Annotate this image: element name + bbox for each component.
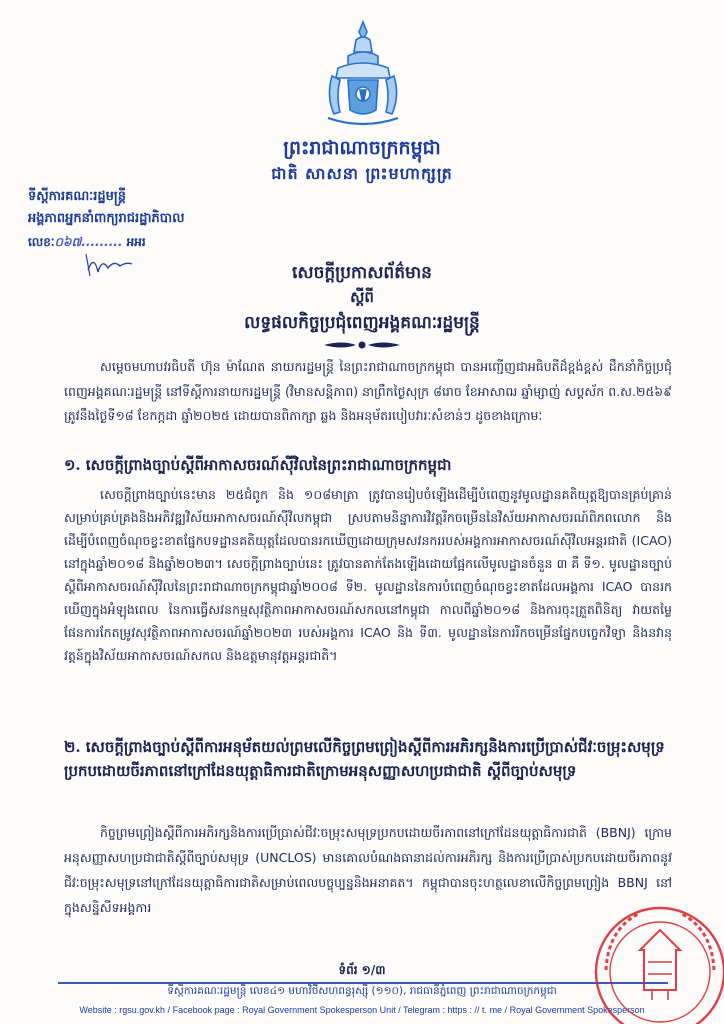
section-1-text: សេចក្តីព្រាងច្បាប់នេះមាន ២៥ជំពូក និង ១០៨មាត្រា ត្រូវបានរៀបចំឡើងដើម្បីបំពេញនូវមូលដ្ឋានគតិយុត្តឱ្យបានគ្រប់គ្រាន់សម្រាប់គ្រប់គ្រងនិងអភិវឌ្ឍវិស័យអាកាសចរណ៍ស៊ីវិលកម្ពុជា ស្របតាមនិន្នាការវិវត្តរីកចម្រើននៃវិស័យអាកាសចរណ៍ពិភពលោក និងដើម្បីបំពេញចំណុចខ្វះខាតផ្នែកបទដ្ឋានគតិយុត្តដែលបានរកឃើញដោយក្រុមសវនកររបស់អង្គការអាកាសចរណ៍ស៊ីវិលអន្តរជាតិ (ICAO) នៅក្នុងឆ្នាំ២០១៨ និងឆ្នាំ២០២៣។ សេចក្តីព្រាងច្បាប់នេះ ត្រូវបានតាក់តែងឡើងដោយផ្អែកលើមូលដ្ឋានចំនួន ៣ គឺ ទី១. មូលដ្ឋានច្បាប់ស្តីពីអាកាសចរណ៍ស៊ីវិលនៃព្រះរាជាណាចក្រកម្ពុជាឆ្នាំ២០០៨ ទី២. មូលដ្ឋាននៃការបំពេញចំណុចខ្វះខាតដែលអង្គការ ICAO បានរកឃើញក្នុងអំឡុងពេល នៃការធ្វើសវនកម្មសុវត្ថិភាពអាកាសចរណ៍សកលនៅកម្ពុជា កាលពីឆ្នាំ២០១៨ និងការចុះត្រួតពិនិត្យ វាយតម្លៃផែនការកែតម្រូវសុវត្ថិភាពអាកាសចរណ៍ឆ្នាំ២០២៣ របស់អង្គការ ICAO និង ទី៣. មូលដ្ឋាននៃការរីកចម្រើនផ្នែកបច្ចេកវិទ្យា និងនវានុវត្តន៍ក្នុងវិស័យអាកាសចរណ៍សកល និងឧត្តមានុវត្តអន្តរជាតិ។ (64, 487, 672, 663)
issuer-office-line2: អង្គភាពអ្នកនាំពាក្យរាជរដ្ឋាភិបាល (28, 211, 185, 226)
ref-suffix: អអរ (126, 235, 146, 249)
document-title-about: ស្តីពី (350, 288, 374, 306)
ref-label: លេខៈ (28, 235, 55, 249)
royal-coat-of-arms-icon (318, 18, 408, 130)
kingdom-name: ព្រះរាជាណាចក្រកម្ពុជា (283, 137, 441, 159)
intro-text: សម្តេចមហាបវរធិបតី ហ៊ុន ម៉ាណែត នាយករដ្ឋមន្ត្រី នៃព្រះរាជាណាចក្រកម្ពុជា បានអញ្ជើញជាអធិបតីដ៏ខ្ពង់ខ្ពស់ ដឹកនាំកិច្ចប្រជុំពេញអង្គគណៈរដ្ឋមន្ត្រី នៅទីស្តីការនាយករដ្ឋមន្ត្រី (វិមានសន្តិភាព) នាព្រឹកថ្ងៃសុក្រ ៨រោច ខែអាសាឍ ឆ្នាំម្សាញ់ សប្តស័ក ព.ស.២៥៦៩ ត្រូវនឹងថ្ងៃទី១៨ ខែកក្កដា ឆ្នាំ២០២៥ ដោយបានពិភាក្សា ឆ្លង និងអនុម័តរបៀបវារៈសំខាន់ៗ ដូចខាងក្រោមៈ (64, 359, 672, 423)
footer-links: Website : rgsu.gov.kh / Facebook page : Royal Government Spokesperson Unit / Telegram : https : // t. me / Royal Government Spokesperson (79, 1005, 645, 1015)
ref-number: ០៦៧......... (54, 235, 123, 249)
section-2-heading: ២. សេចក្តីព្រាងច្បាប់ស្តីពីការអនុម័តយល់ព្រមលើកិច្ចព្រមព្រៀងស្តីពីការអភិរក្សនិងការប្រើប្រាស់ជីវៈចម្រុះសមុទ្រប្រកបដោយចីរភាពនៅក្រៅដែនយុត្តាធិការជាតិក្រោមអនុសញ្ញាសហប្រជាជាតិ ស្តីពីច្បាប់សមុទ្រ (64, 738, 665, 780)
footer-divider (58, 982, 668, 984)
section-1-heading: ១. សេចក្តីព្រាងច្បាប់ស្តីពីអាកាសចរណ៍ស៊ីវិលនៃព្រះរាជាណាចក្រកម្ពុជា (64, 456, 452, 474)
official-red-seal-icon (578, 890, 724, 1024)
page-number: ទំព័រ ១/៣ (338, 963, 386, 977)
footer-address: ទីស្តីការគណៈរដ្ឋមន្ត្រី លេខ៤១ មហាវិថីសហពន្ធរុស្ស៊ី (១១០), រាជធានីភ្នំពេញ ព្រះរាជាណាចក្រកម្ពុជា (167, 985, 557, 997)
national-motto: ជាតិ សាសនា ព្រះមហាក្សត្រ (271, 164, 453, 183)
section-2-text: កិច្ចព្រមព្រៀងស្តីពីការអភិរក្សនិងការប្រើប្រាស់ជីវៈចម្រុះសមុទ្រប្រកបដោយចីរភាពនៅក្រៅដែនយុត្តាធិការជាតិ (BBNJ) ក្រោមអនុសញ្ញាសហប្រជាជាតិស្តីពីច្បាប់សមុទ្រ (UNCLOS) មានគោលបំណងធានាដល់ការអភិរក្ស និងការប្រើប្រាស់ប្រកបដោយចីរភាពនូវជីវៈចម្រុះសមុទ្រនៅក្រៅដែនយុត្តាធិការជាតិសម្រាប់ពេលបច្ចុប្បន្ននិងអនាគត។ កម្ពុជាបានចុះហត្ថលេខាលើកិច្ចព្រមព្រៀង BBNJ នៅក្នុងសន្និសីទអង្គការ (64, 825, 672, 915)
document-title: សេចក្តីប្រកាសព័ត៌មាន (292, 263, 432, 283)
section-1-paragraph (64, 483, 672, 667)
divider-ornament-icon (322, 338, 402, 352)
document-subject: លទ្ធផលកិច្ចប្រជុំពេញអង្គគណៈរដ្ឋមន្ត្រី (244, 313, 480, 333)
intro-paragraph (64, 355, 672, 429)
issuer-office-line1: ទីស្តីការគណៈរដ្ឋមន្ត្រី (28, 189, 126, 204)
